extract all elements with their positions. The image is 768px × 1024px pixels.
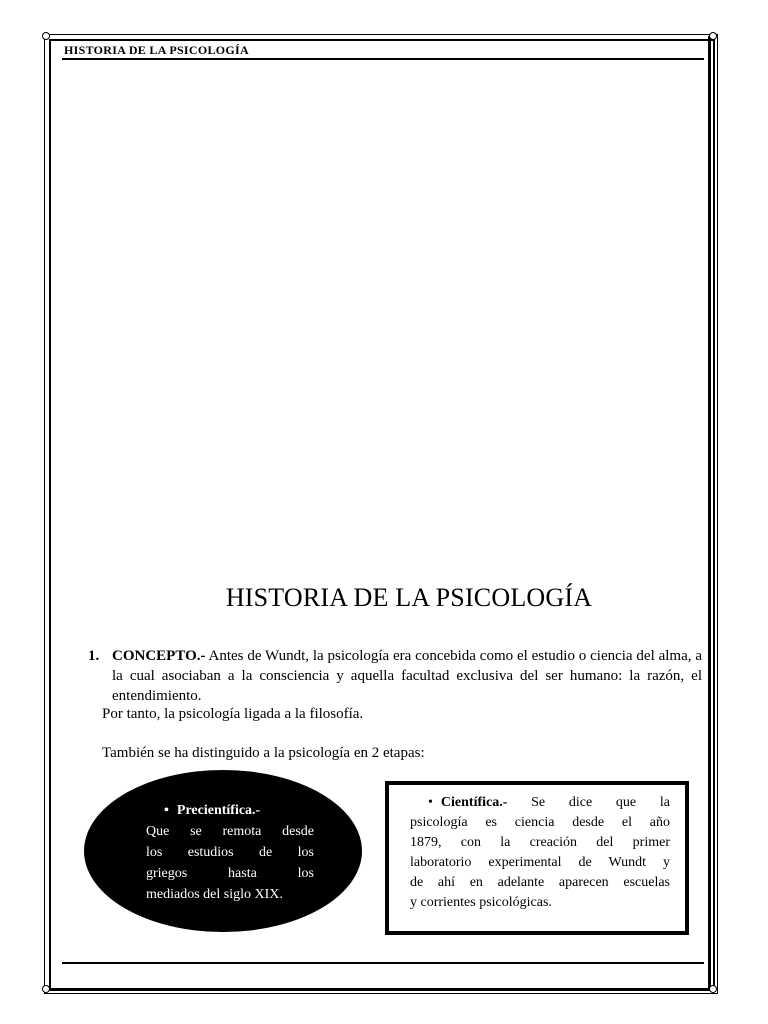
bullet-icon: • bbox=[164, 803, 169, 818]
precientifica-line: Que se remota desde bbox=[146, 824, 314, 839]
precientifica-line: griegos hasta los bbox=[146, 866, 314, 881]
precientifica-line: los estudios de los bbox=[146, 845, 314, 860]
cientifica-line: de ahí en adelante aparecen escuelas bbox=[410, 875, 670, 890]
concept-body bbox=[112, 646, 702, 706]
precientifica-content bbox=[146, 800, 314, 905]
bullet-icon: • bbox=[428, 795, 433, 810]
cientifica-line: y corrientes psicológicas. bbox=[410, 895, 552, 910]
border-corner-ornament bbox=[709, 985, 717, 993]
precientifica-line: mediados del siglo XIX. bbox=[146, 887, 283, 902]
section-number: 1. bbox=[88, 648, 100, 664]
border-corner-ornament bbox=[709, 32, 717, 40]
border-corner-ornament bbox=[42, 32, 50, 40]
cientifica-content bbox=[410, 793, 670, 913]
precientifica-label: Precientífica.- bbox=[176, 803, 261, 818]
concept-conclusion: Por tanto, la psicología ligada a la filosofía. bbox=[102, 706, 364, 722]
header-rule bbox=[62, 58, 704, 60]
cientifica-first-line bbox=[410, 793, 670, 813]
concept-label: CONCEPTO.- bbox=[112, 648, 206, 664]
stages-intro: También se ha distinguido a la psicología en 2 etapas: bbox=[102, 745, 425, 761]
concept-text: Antes de Wundt, la psicología era concebida como el estudio o ciencia del alma, a la cual asociaban a la consciencia y aquella facultad exclusiva del ser humano: la razón, el entendimiento. bbox=[112, 648, 702, 704]
page-title: HISTORIA DE LA PSICOLOGÍA bbox=[225, 583, 593, 612]
cientifica-line: psicología es ciencia desde el año bbox=[410, 815, 670, 830]
border-corner-ornament bbox=[42, 985, 50, 993]
page-border-shadow-right bbox=[708, 36, 711, 990]
cientifica-first-rest: Se dice que la bbox=[507, 795, 670, 810]
cientifica-label: Científica.- bbox=[440, 795, 508, 810]
running-header: HISTORIA DE LA PSICOLOGÍA bbox=[64, 43, 249, 57]
cientifica-line: laboratorio experimental de Wundt y bbox=[410, 855, 670, 870]
concept-paragraph bbox=[88, 646, 702, 706]
footer-rule bbox=[62, 962, 704, 964]
precientifica-heading bbox=[146, 800, 314, 821]
cientifica-line: 1879, con la creación del primer bbox=[410, 835, 670, 850]
page-border-shadow-bottom bbox=[46, 988, 714, 991]
